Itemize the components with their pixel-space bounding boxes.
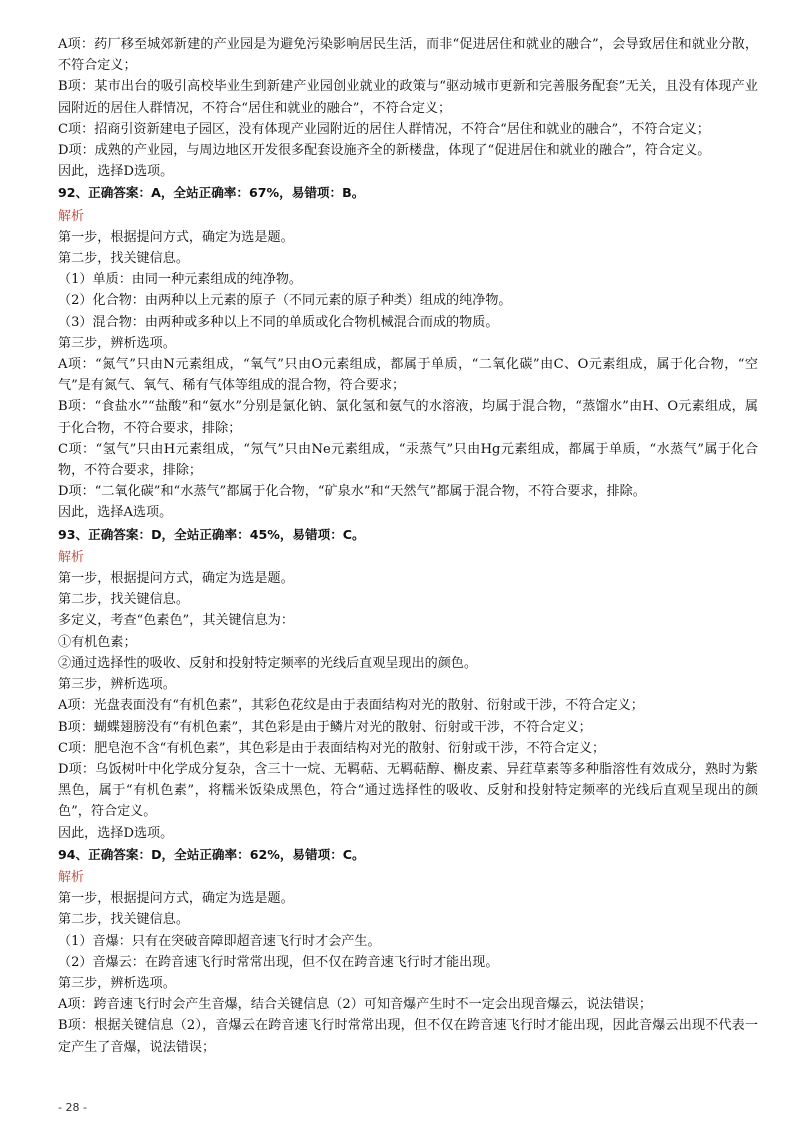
paragraph: 第一步，根据提问方式，确定为选是题。 — [58, 229, 294, 245]
paragraph: （1）音爆：只有在突破音障即超音速飞行时才会产生。 — [58, 933, 381, 949]
paragraph: A项：药厂移至城郊新建的产业园是为避免污染影响居民生活，而非“促进居住和就业的融合”，会导致居住和就业分散，不符合定义； — [58, 37, 758, 74]
paragraph: C项：肥皂泡不含“有机色素”，其色彩是由于表面结构对光的散射、衍射或干涉，不符合定义； — [58, 740, 606, 756]
paragraph: 因此，选择D选项。 — [58, 825, 174, 841]
paragraph: （1）单质：由同一种元素组成的纯净物。 — [58, 272, 303, 288]
paragraph: 第三步，辨析选项。 — [58, 975, 176, 991]
paragraph: B项：某市出台的吸引高校毕业生到新建产业园创业就业的政策与“驱动城市更新和完善服务配套”无关，且没有体现产业园附近的居住人群情况，不符合“居住和就业的融合”，不符合定义； — [58, 79, 758, 116]
paragraph: （3）混合物：由两种或多种以上不同的单质或化合物机械混合而成的物质。 — [58, 314, 499, 330]
analysis-heading: 解析 — [58, 869, 85, 885]
document-page — [58, 34, 758, 1058]
analysis-heading: 解析 — [58, 549, 85, 565]
paragraph: 因此，选择D选项。 — [58, 164, 174, 180]
paragraph: 第二步，找关键信息。 — [58, 592, 189, 608]
paragraph: ①有机色素； — [58, 634, 137, 650]
paragraph: B项：根据关键信息（2），音爆云在跨音速飞行时常常出现，但不仅在跨音速飞行时才能出现，因此音爆云出现不代表一定产生了音爆，说法错误； — [58, 1018, 758, 1055]
paragraph: 第一步，根据提问方式，确定为选是题。 — [58, 891, 294, 907]
paragraph: （2）化合物：由两种以上元素的原子（不同元素的原子种类）组成的纯净物。 — [58, 293, 512, 309]
paragraph: C项：招商引资新建电子园区，没有体现产业园附近的居住人群情况，不符合“居住和就业的融合”，不符合定义； — [58, 121, 710, 137]
paragraph: 第一步，根据提问方式，确定为选是题。 — [58, 571, 294, 587]
paragraph: 第三步，辨析选项。 — [58, 335, 176, 351]
answer-line: 94、正确答案：D，全站正确率：62%，易错项：C。 — [58, 846, 365, 862]
paragraph: D项：“二氧化碳”和“水蒸气”都属于化合物，“矿泉水”和“天然气”都属于混合物，不符合要求，排除。 — [58, 484, 646, 500]
paragraph: B项：“食盐水”“盐酸”和“氨水”分别是氯化钠、氯化氢和氨气的水溶液，均属于混合物，“蒸馏水”由H、O元素组成，属于化合物，不符合要求，排除； — [58, 399, 758, 436]
paragraph: 第三步，辨析选项。 — [58, 677, 176, 693]
paragraph: 第二步，找关键信息。 — [58, 912, 189, 928]
paragraph: ②通过选择性的吸收、反射和投射特定频率的光线后直观呈现出的颜色。 — [58, 655, 477, 671]
answer-line: 92、正确答案：A，全站正确率：67%，易错项：B。 — [58, 185, 365, 201]
paragraph: A项：“氮气”只由N元素组成，“氧气”只由O元素组成，都属于单质，“二氧化碳”由C、O元素组成，属于化合物，“空气”是有氮气、氧气、稀有气体等组成的混合物，符合要求； — [58, 357, 758, 394]
paragraph: 第二步，找关键信息。 — [58, 251, 189, 267]
paragraph: A项：光盘表面没有“有机色素”，其彩色花纹是由于表面结构对光的散射、衍射或干涉，不符合定义； — [58, 698, 644, 714]
paragraph: D项：成熟的产业园，与周边地区开发很多配套设施齐全的新楼盘，体现了“促进居住和就业的融合”，符合定义。 — [58, 143, 711, 159]
analysis-heading: 解析 — [58, 208, 85, 224]
paragraph: 多定义，考查“色素色”，其关键信息为： — [58, 613, 294, 629]
paragraph: C项：“氢气”只由H元素组成，“氖气”只由Ne元素组成，“汞蒸气”只由Hg元素组成，都属于单质，“水蒸气”属于化合物，不符合要求，排除； — [58, 441, 758, 479]
paragraph: （2）音爆云：在跨音速飞行时常常出现，但不仅在跨音速飞行时才能出现。 — [58, 954, 499, 970]
answer-line: 93、正确答案：D，全站正确率：45%，易错项：C。 — [58, 526, 365, 542]
page-number: - 28 - — [58, 1101, 87, 1114]
paragraph: D项：乌饭树叶中化学成分复杂，含三十一烷、无羁萜、无羁萜醇、槲皮素、异荭草素等多种脂溶性有效成分，熟时为紫黑色，属于“有机色素”，将糯米饭染成黑色，符合“通过选择性的吸收、反射和投射特定频率的光线后直观呈现出的颜色”，符合定义。 — [58, 761, 758, 820]
paragraph: A项：跨音速飞行时会产生音爆，结合关键信息（2）可知音爆产生时不一定会出现音爆云，说法错误； — [58, 997, 652, 1013]
paragraph: 因此，选择A选项。 — [58, 505, 173, 521]
paragraph: B项：蝴蝶翅膀没有“有机色素”，其色彩是由于鳞片对光的散射、衍射或干涉，不符合定义； — [58, 719, 592, 735]
